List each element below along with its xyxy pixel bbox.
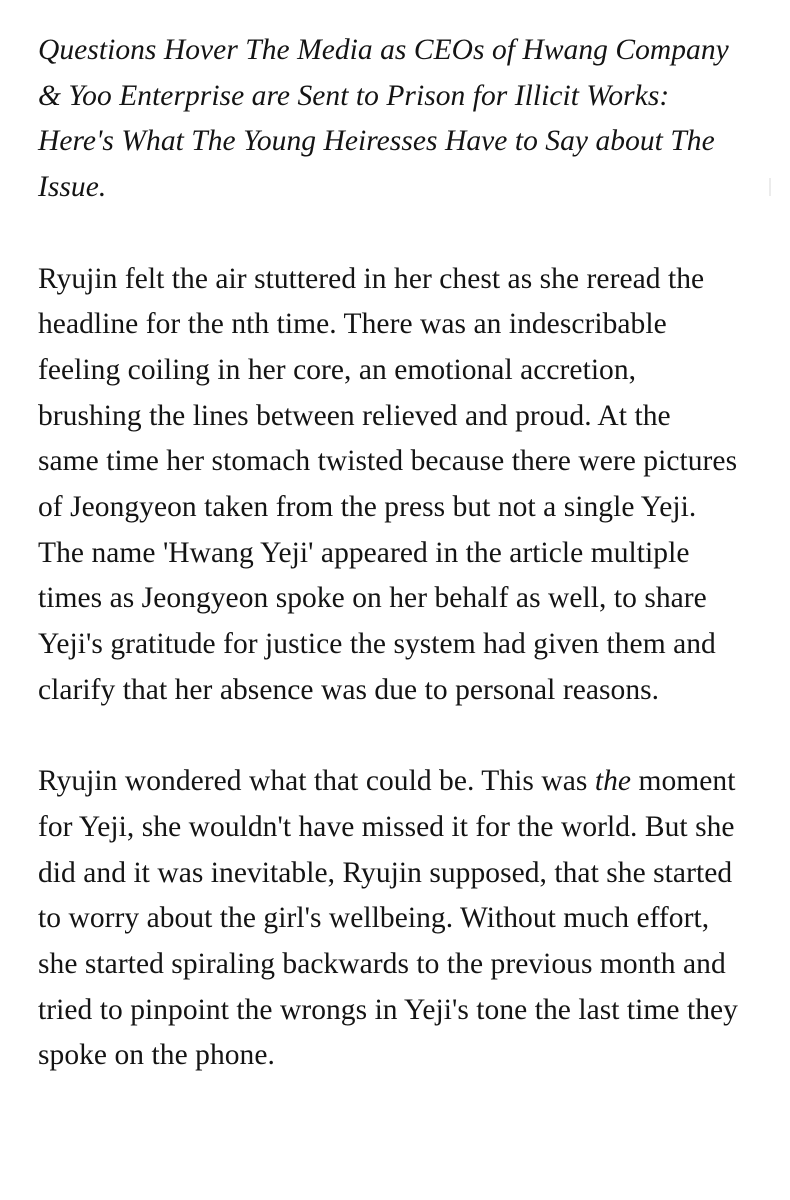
margin-mark [769, 178, 771, 196]
paragraph-2-text-end: moment for Yeji, she wouldn't have missed it for the world. But she did and it was inevitable, Ryujin supposed, that she started to worry about the girl's wellbeing. Without much effort, she started spiraling backwards to the previous month and tried to pinpoint the wrongs in Yeji's tone the last time they spoke on the phone. [38, 765, 738, 1072]
story-paragraph-2 [38, 759, 738, 1079]
paragraph-2-emphasis: the [594, 765, 632, 798]
article-headline: Questions Hover The Media as CEOs of Hwang Company & Yoo Enterprise are Sent to Prison for Illicit Works: Here's What The Young Heiresses Have to Say about The Issue. [38, 34, 729, 204]
paragraph-2-text-start: Ryujin wondered what that could be. This was [38, 765, 595, 798]
story-paragraph-1: Ryujin felt the air stuttered in her chest as she reread the headline for the nth time. There was an indescribable feeling coiling in her core, an emotional accretion, brushing the lines between relieved and proud. At the same time her stomach twisted because there were pictures of Jeongyeon taken from the press but not a single Yeji. The name 'Hwang Yeji' appeared in the article multiple times as Jeongyeon spoke on her behalf as well, to share Yeji's gratitude for justice the system had given them and clarify that her absence was due to personal reasons. [38, 262, 738, 706]
story-text [38, 28, 738, 1079]
